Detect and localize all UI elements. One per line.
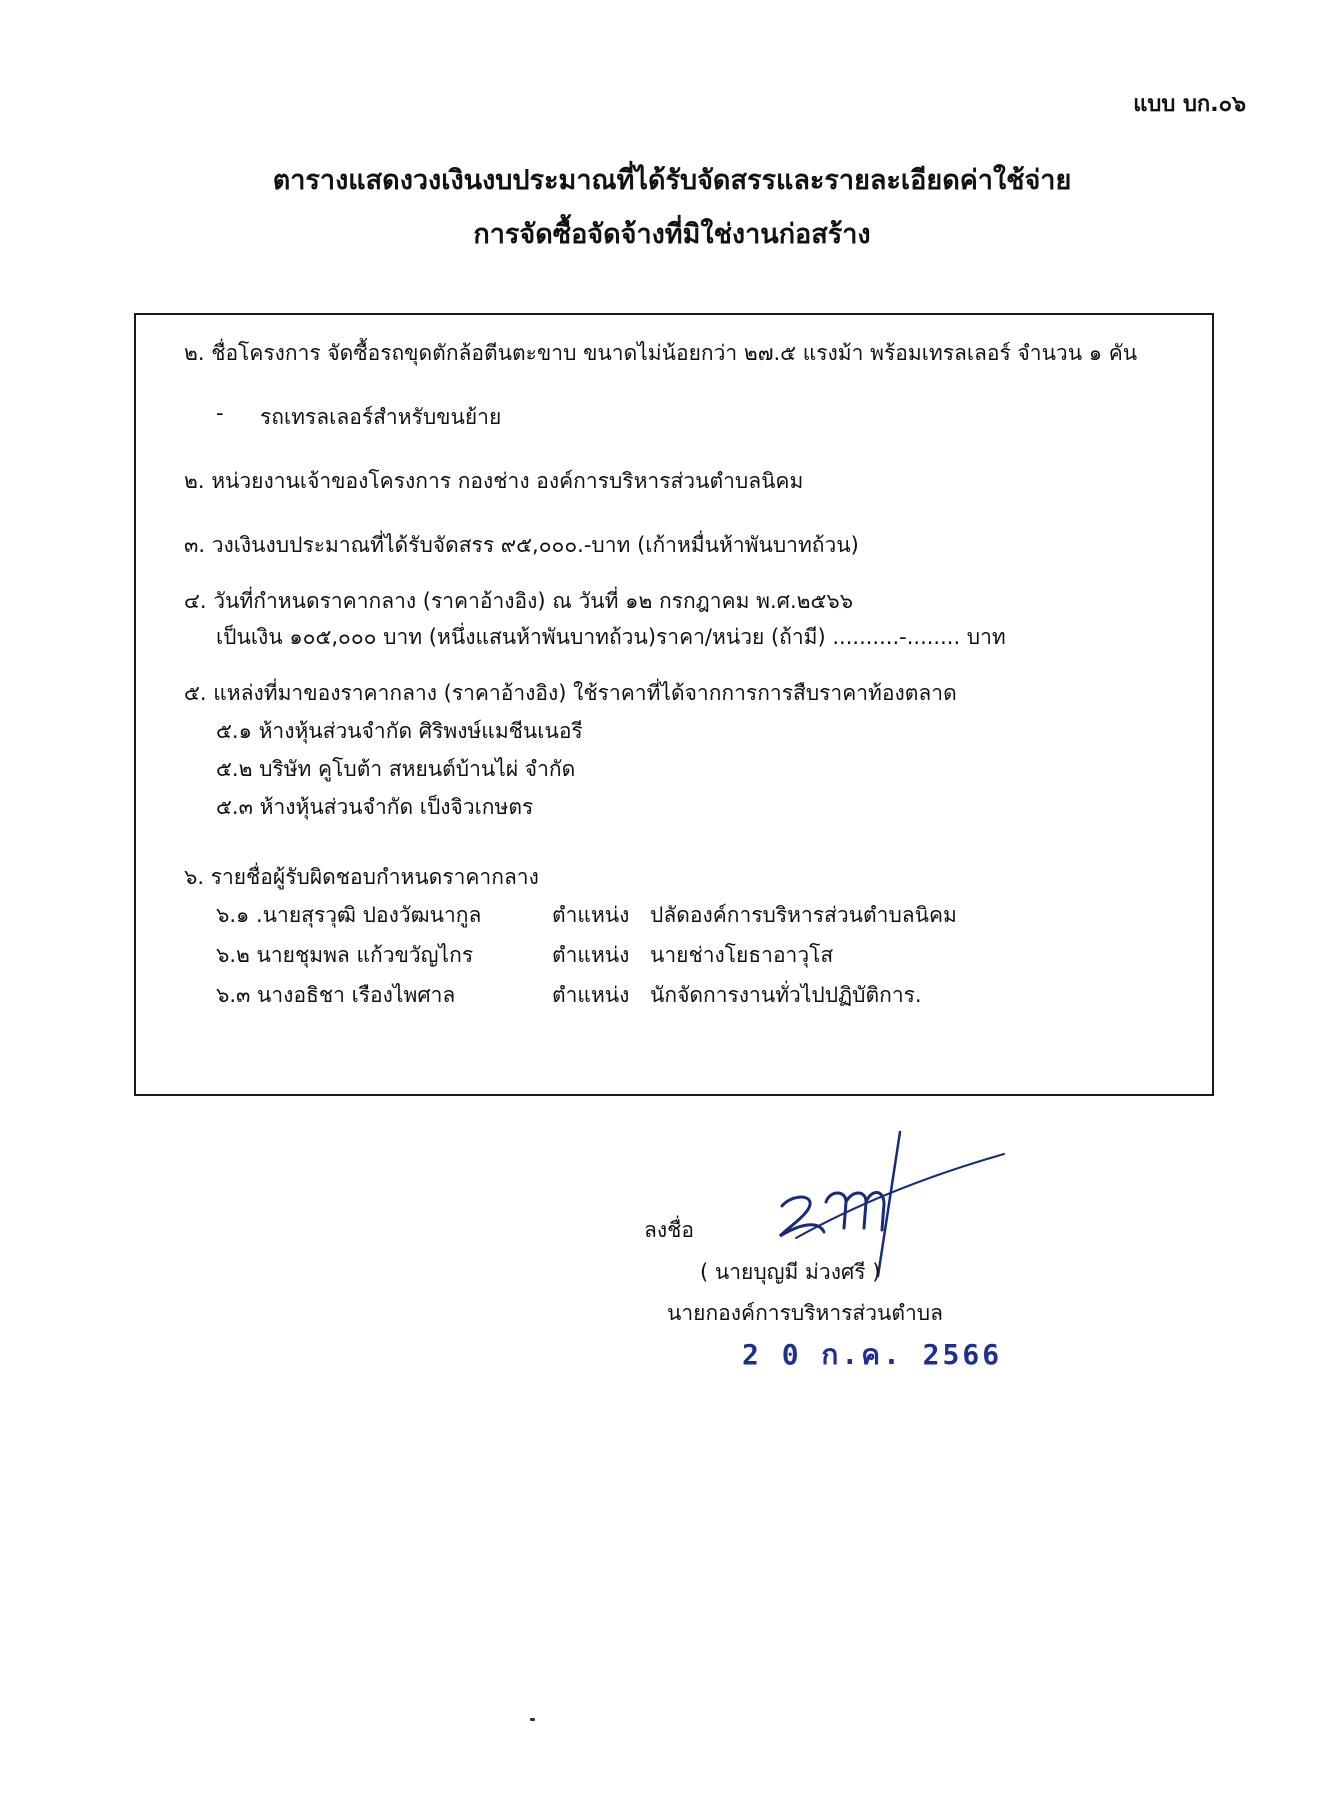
price-sources-heading: ๕. แหล่งที่มาของราคากลาง (ราคาอ้างอิง) ใช้ราคาที่ได้จากการการสืบราคาท้องตลาด xyxy=(184,681,957,705)
responsible-position: นายช่างโยธาอาวุโส xyxy=(650,943,834,967)
median-price-date: ๔. วันที่กำหนดราคากลาง (ราคาอ้างอิง) ณ วันที่ ๑๒ กรกฎาคม พ.ศ.๒๕๖๖ xyxy=(184,589,854,613)
responsible-position-label: ตำแหน่ง xyxy=(552,983,630,1007)
project-sub-dash: - xyxy=(216,401,224,425)
signer-position: นายกองค์การบริหารส่วนตำบล xyxy=(667,1301,943,1325)
date-stamp: 2 0 ก.ค. 2566 xyxy=(742,1338,1003,1371)
budget-amount: ๓. วงเงินงบประมาณที่ได้รับจัดสรร ๙๕,๐๐๐.-บาท (เก้าหมื่นห้าพันบาทถ้วน) xyxy=(184,533,859,557)
responsible-name: ๖.๓ นางอธิชา เรืองไพศาล xyxy=(216,983,456,1007)
responsible-position: นักจัดการงานทั่วไปปฏิบัติการ. xyxy=(650,983,922,1007)
project-name: ๒. ชื่อโครงการ จัดซื้อรถขุดตักล้อตีนตะขาบ ขนาดไม่น้อยกว่า ๒๗.๕ แรงม้า พร้อมเทรลเลอร์ จำนวน ๑ คัน xyxy=(184,341,1138,365)
project-sub-item: รถเทรลเลอร์สำหรับขนย้าย xyxy=(260,405,502,429)
title-line-1: ตารางแสดงวงเงินงบประมาณที่ได้รับจัดสรรและรายละเอียดค่าใช้จ่าย xyxy=(272,165,1072,196)
responsible-position: ปลัดองค์การบริหารส่วนตำบลนิคม xyxy=(650,903,957,927)
responsible-position-label: ตำแหน่ง xyxy=(552,943,630,967)
owner-unit: ๒. หน่วยงานเจ้าของโครงการ กองช่าง องค์การบริหารส่วนตำบลนิคม xyxy=(184,469,804,493)
title-line-2: การจัดซื้อจัดจ้างที่มิใช่งานก่อสร้าง xyxy=(473,219,871,250)
form-code: แบบ บก.๐๖ xyxy=(1133,92,1246,117)
median-price-amount: เป็นเงิน ๑๐๕,๐๐๐ บาท (หนึ่งแสนห้าพันบาทถ้วน)ราคา/หน่วย (ถ้ามี) ..........-........ บาท xyxy=(216,625,1006,649)
signature-label: ลงชื่อ xyxy=(644,1218,694,1242)
responsible-name: ๖.๑ .นายสุรวุฒิ ปองวัฒนากูล xyxy=(216,903,482,927)
document-title xyxy=(0,154,1344,262)
signer-name: ( นายบุญมี ม่วงศรี ) xyxy=(700,1260,881,1284)
price-source-item: ๕.๒ บริษัท คูโบต้า สหยนต์บ้านไผ่ จำกัด xyxy=(216,757,576,781)
responsible-name: ๖.๒ นายชุมพล แก้วขวัญไกร xyxy=(216,943,474,967)
project-details-box xyxy=(134,313,1214,1096)
price-source-item: ๕.๓ ห้างหุ้นส่วนจำกัด เป็งจิวเกษตร xyxy=(216,795,534,819)
stray-mark xyxy=(530,1718,535,1721)
price-source-item: ๕.๑ ห้างหุ้นส่วนจำกัด ศิริพงษ์แมชีนเนอรี xyxy=(216,719,583,743)
responsible-position-label: ตำแหน่ง xyxy=(552,903,630,927)
responsible-heading: ๖. รายชื่อผู้รับผิดชอบกำหนดราคากลาง xyxy=(184,865,539,889)
